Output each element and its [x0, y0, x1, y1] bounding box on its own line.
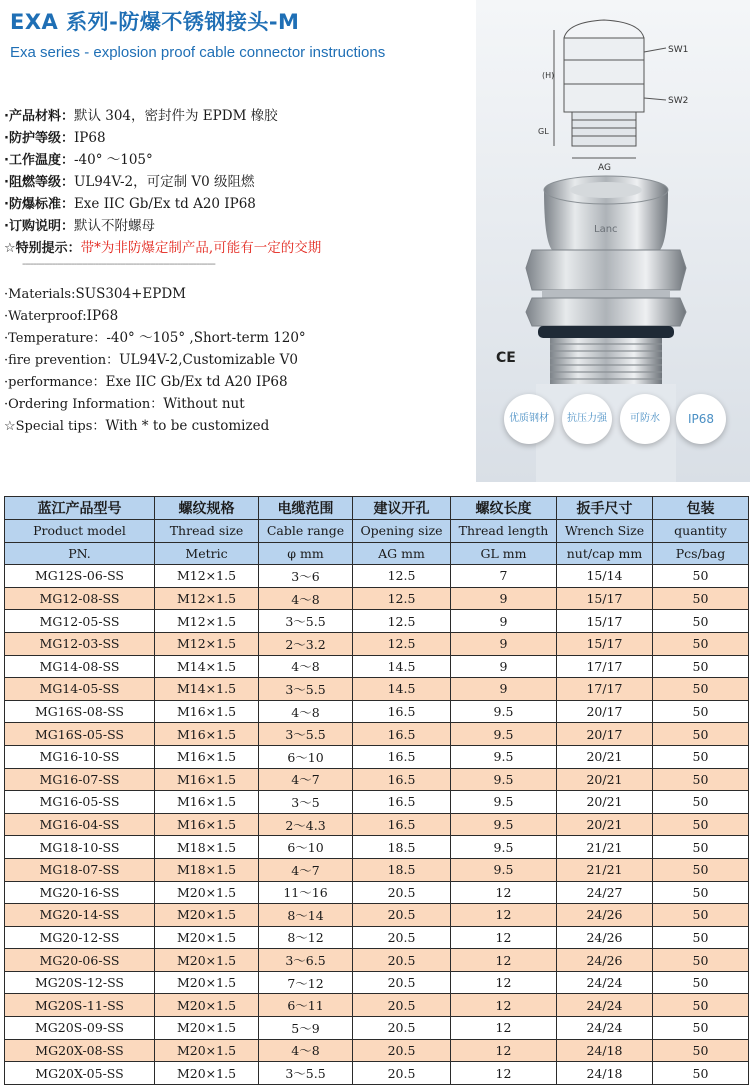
- table-cell: 14.5: [353, 678, 451, 701]
- table-cell: MG20X-05-SS: [5, 1062, 155, 1085]
- table-cell: 20.5: [353, 881, 451, 904]
- table-cell: MG20S-09-SS: [5, 1017, 155, 1040]
- table-cell: 12: [451, 1017, 557, 1040]
- spec-label: ☆Special tips：: [4, 419, 106, 434]
- table-cell: 24/24: [557, 971, 653, 994]
- table-cell: 2～4.3: [259, 813, 353, 836]
- table-cell: 24/26: [557, 904, 653, 927]
- table-cell: 12: [451, 904, 557, 927]
- table-cell: 6～10: [259, 745, 353, 768]
- table-cell: 12.5: [353, 610, 451, 633]
- table-row: [5, 836, 749, 859]
- table-cell: 20.5: [353, 926, 451, 949]
- table-cell: M20×1.5: [155, 994, 259, 1017]
- table-cell: 50: [653, 949, 749, 972]
- table-row: [5, 587, 749, 610]
- table-cell: 50: [653, 791, 749, 814]
- table-cell: 6～11: [259, 994, 353, 1017]
- table-cell: 3～5.5: [259, 723, 353, 746]
- spec-value: UL94V-2,Customizable V0: [119, 352, 298, 368]
- table-cell: 50: [653, 610, 749, 633]
- table-cell: 20/17: [557, 700, 653, 723]
- table-cell: M14×1.5: [155, 678, 259, 701]
- column-header-unit: nut/cap mm: [557, 542, 653, 565]
- table-cell: MG14-08-SS: [5, 655, 155, 678]
- table-cell: 9.5: [451, 836, 557, 859]
- spec-value: IP68: [86, 308, 119, 324]
- table-cell: 20.5: [353, 971, 451, 994]
- spec-row: [4, 393, 474, 415]
- table-cell: 50: [653, 632, 749, 655]
- spec-value: Exe IIC Gb/Ex td A20 IP68: [73, 196, 256, 212]
- table-cell: 11～16: [259, 881, 353, 904]
- table-cell: 4～8: [259, 700, 353, 723]
- table-row: [5, 745, 749, 768]
- table-cell: 9.5: [451, 745, 557, 768]
- table-cell: 50: [653, 723, 749, 746]
- table-cell: 4～8: [259, 587, 353, 610]
- spec-row: [4, 371, 474, 393]
- table-cell: 12: [451, 1039, 557, 1062]
- table-cell: 20/21: [557, 768, 653, 791]
- table-cell: 5～9: [259, 1017, 353, 1040]
- table-cell: MG20X-08-SS: [5, 1039, 155, 1062]
- table-cell: 16.5: [353, 768, 451, 791]
- table-row: [5, 813, 749, 836]
- table-cell: MG20S-12-SS: [5, 971, 155, 994]
- table-cell: M20×1.5: [155, 1017, 259, 1040]
- table-cell: 20.5: [353, 949, 451, 972]
- table-cell: MG12-03-SS: [5, 632, 155, 655]
- spec-label: ·工作温度：: [4, 153, 74, 168]
- table-row: [5, 632, 749, 655]
- table-cell: 50: [653, 858, 749, 881]
- badge-pressure: 抗压力强: [562, 394, 612, 444]
- table-cell: M20×1.5: [155, 971, 259, 994]
- table-cell: 50: [653, 971, 749, 994]
- table-cell: M16×1.5: [155, 745, 259, 768]
- table-cell: 20.5: [353, 1017, 451, 1040]
- brand-engraving: Lanc: [594, 224, 618, 235]
- spec-row: [4, 305, 474, 327]
- column-header-unit: AG mm: [353, 542, 451, 565]
- column-header-en: Cable range: [259, 520, 353, 543]
- spec-row: [4, 149, 474, 171]
- table-cell: 9.5: [451, 700, 557, 723]
- table-cell: MG20-12-SS: [5, 926, 155, 949]
- table-cell: 4～8: [259, 1039, 353, 1062]
- ce-mark: CE: [496, 350, 516, 366]
- column-header-en: Thread length: [451, 520, 557, 543]
- table-cell: 8～14: [259, 904, 353, 927]
- table-cell: 15/17: [557, 632, 653, 655]
- table-cell: 50: [653, 1062, 749, 1085]
- table-cell: M12×1.5: [155, 587, 259, 610]
- table-cell: M20×1.5: [155, 926, 259, 949]
- spec-row: [4, 105, 474, 127]
- column-header-en: Wrench Size: [557, 520, 653, 543]
- table-cell: 24/18: [557, 1062, 653, 1085]
- table-cell: MG12-08-SS: [5, 587, 155, 610]
- table-cell: 50: [653, 587, 749, 610]
- table-cell: 9.5: [451, 723, 557, 746]
- table-cell: 20.5: [353, 1062, 451, 1085]
- table-cell: M14×1.5: [155, 655, 259, 678]
- table-cell: 9.5: [451, 858, 557, 881]
- table-header-units: [5, 542, 749, 565]
- table-cell: 3～6.5: [259, 949, 353, 972]
- spec-label: ·performance：: [4, 375, 106, 390]
- table-cell: 16.5: [353, 813, 451, 836]
- table-cell: MG16-04-SS: [5, 813, 155, 836]
- table-cell: MG14-05-SS: [5, 678, 155, 701]
- spec-label: ·防爆标准：: [4, 197, 74, 212]
- spec-row: [4, 349, 474, 371]
- table-cell: M12×1.5: [155, 632, 259, 655]
- table-cell: 12: [451, 881, 557, 904]
- spec-row: [4, 283, 474, 305]
- table-cell: 4～7: [259, 768, 353, 791]
- table-cell: 15/17: [557, 610, 653, 633]
- spec-label: ·Ordering Information：: [4, 397, 164, 412]
- table-cell: MG16-07-SS: [5, 768, 155, 791]
- table-cell: M16×1.5: [155, 813, 259, 836]
- product-spec-table: [4, 496, 749, 1085]
- table-cell: 12: [451, 971, 557, 994]
- table-cell: 9.5: [451, 768, 557, 791]
- table-cell: 12.5: [353, 632, 451, 655]
- table-cell: MG18-07-SS: [5, 858, 155, 881]
- table-cell: M20×1.5: [155, 949, 259, 972]
- table-cell: 50: [653, 565, 749, 588]
- table-cell: 18.5: [353, 836, 451, 859]
- table-cell: 50: [653, 813, 749, 836]
- table-cell: 20/21: [557, 745, 653, 768]
- table-cell: M18×1.5: [155, 858, 259, 881]
- badge-quality-steel: 优质钢材: [504, 394, 554, 444]
- table-cell: 50: [653, 881, 749, 904]
- table-cell: M16×1.5: [155, 768, 259, 791]
- spec-value: 带*为非防爆定制产品,可能有一定的交期: [80, 240, 322, 256]
- table-cell: 50: [653, 904, 749, 927]
- table-cell: 50: [653, 768, 749, 791]
- table-cell: 8～12: [259, 926, 353, 949]
- spec-value: 默认不附螺母: [73, 218, 155, 234]
- page-title: EXA 系列-防爆不锈钢接头-M: [10, 10, 300, 34]
- spec-value: UL94V-2，可定制 V0 级阻燃: [73, 174, 255, 190]
- table-cell: 50: [653, 1017, 749, 1040]
- table-cell: 9: [451, 610, 557, 633]
- spec-value: IP68: [73, 130, 106, 146]
- table-cell: 9.5: [451, 813, 557, 836]
- column-header-en: Thread size: [155, 520, 259, 543]
- table-cell: 16.5: [353, 700, 451, 723]
- table-cell: 24/26: [557, 926, 653, 949]
- table-row: [5, 768, 749, 791]
- table-cell: 20.5: [353, 994, 451, 1017]
- spec-label: ·Temperature：: [4, 331, 107, 346]
- table-cell: 20.5: [353, 1039, 451, 1062]
- table-row: [5, 565, 749, 588]
- table-cell: 24/18: [557, 1039, 653, 1062]
- table-cell: 12: [451, 994, 557, 1017]
- spec-value: With * to be customized: [105, 418, 270, 434]
- divider: -----------------------------------------------------------------------: [22, 259, 215, 270]
- spec-row: [4, 127, 474, 149]
- table-row: [5, 971, 749, 994]
- table-cell: MG20-06-SS: [5, 949, 155, 972]
- table-cell: 50: [653, 1039, 749, 1062]
- table-cell: 50: [653, 926, 749, 949]
- table-cell: 16.5: [353, 723, 451, 746]
- table-cell: MG20S-11-SS: [5, 994, 155, 1017]
- table-cell: M16×1.5: [155, 700, 259, 723]
- spec-label: ·阻燃等级：: [4, 175, 74, 190]
- table-cell: 14.5: [353, 655, 451, 678]
- spec-list-cn: [4, 105, 474, 237]
- table-cell: 20/21: [557, 791, 653, 814]
- spec-label: ·fire prevention：: [4, 353, 120, 368]
- table-cell: MG16-10-SS: [5, 745, 155, 768]
- column-header-cn: 螺纹规格: [155, 497, 259, 520]
- badge-ip68: IP68: [676, 394, 726, 444]
- table-cell: 9: [451, 632, 557, 655]
- badge-waterproof: 可防水: [620, 394, 670, 444]
- spec-row: [4, 327, 474, 349]
- table-cell: 3～5.5: [259, 1062, 353, 1085]
- table-row: [5, 1062, 749, 1085]
- table-row: [5, 994, 749, 1017]
- table-cell: 4～7: [259, 858, 353, 881]
- spec-row: [4, 215, 474, 237]
- spec-label: ·Materials:: [4, 287, 76, 302]
- spec-value: Without nut: [163, 396, 245, 412]
- spec-value: Exe IIC Gb/Ex td A20 IP68: [105, 374, 288, 390]
- column-header-cn: 包装: [653, 497, 749, 520]
- table-row: [5, 678, 749, 701]
- table-cell: 6～10: [259, 836, 353, 859]
- table-row: [5, 926, 749, 949]
- spec-value: SUS304+EPDM: [75, 286, 186, 302]
- table-cell: 50: [653, 655, 749, 678]
- spec-label: ·防护等级：: [4, 131, 74, 146]
- column-header-en: Opening size: [353, 520, 451, 543]
- table-cell: 12.5: [353, 565, 451, 588]
- sw1-label: SW1: [668, 45, 689, 55]
- table-cell: 3～6: [259, 565, 353, 588]
- table-cell: 3～5: [259, 791, 353, 814]
- table-cell: 50: [653, 745, 749, 768]
- column-header-unit: φ mm: [259, 542, 353, 565]
- table-cell: 24/24: [557, 994, 653, 1017]
- table-cell: 12.5: [353, 587, 451, 610]
- table-cell: 20/21: [557, 813, 653, 836]
- table-cell: M18×1.5: [155, 836, 259, 859]
- special-tip-en: [4, 415, 474, 437]
- table-cell: 24/24: [557, 1017, 653, 1040]
- spec-value: -40° ～105° ,Short-term 120°: [106, 330, 306, 346]
- gl-label: GL: [538, 127, 549, 136]
- table-row: [5, 655, 749, 678]
- table-cell: 50: [653, 700, 749, 723]
- table-cell: MG18-10-SS: [5, 836, 155, 859]
- spec-row: [4, 171, 474, 193]
- spec-value: -40° ～105°: [73, 152, 153, 168]
- table-row: [5, 700, 749, 723]
- page-subtitle: Exa series - explosion proof cable connector instructions: [10, 44, 386, 61]
- column-header-en: quantity: [653, 520, 749, 543]
- spec-value: 默认 304，密封件为 EPDM 橡胶: [73, 108, 278, 124]
- table-cell: MG20-16-SS: [5, 881, 155, 904]
- table-cell: 50: [653, 678, 749, 701]
- table-cell: 9: [451, 678, 557, 701]
- table-row: [5, 723, 749, 746]
- table-cell: 16.5: [353, 791, 451, 814]
- sw2-label: SW2: [668, 96, 689, 106]
- special-tip-cn: [4, 237, 474, 259]
- table-cell: M16×1.5: [155, 723, 259, 746]
- column-header-unit: Metric: [155, 542, 259, 565]
- spec-row: [4, 193, 474, 215]
- table-header-cn: [5, 497, 749, 520]
- table-row: [5, 949, 749, 972]
- table-cell: 20.5: [353, 904, 451, 927]
- column-header-unit: GL mm: [451, 542, 557, 565]
- table-cell: 12: [451, 949, 557, 972]
- table-cell: 20/17: [557, 723, 653, 746]
- table-cell: 16.5: [353, 745, 451, 768]
- table-cell: 9: [451, 587, 557, 610]
- table-cell: 24/26: [557, 949, 653, 972]
- table-cell: 2～3.2: [259, 632, 353, 655]
- table-cell: 15/17: [557, 587, 653, 610]
- table-row: [5, 1039, 749, 1062]
- table-row: [5, 858, 749, 881]
- table-cell: 9: [451, 655, 557, 678]
- table-cell: MG12S-06-SS: [5, 565, 155, 588]
- spec-label: ·Waterproof:: [4, 309, 87, 324]
- table-row: [5, 1017, 749, 1040]
- table-cell: 9.5: [451, 791, 557, 814]
- table-cell: 17/17: [557, 678, 653, 701]
- table-cell: 7～12: [259, 971, 353, 994]
- spec-list: [4, 105, 474, 437]
- table-cell: M12×1.5: [155, 610, 259, 633]
- spec-label: ☆特别提示：: [4, 241, 81, 256]
- table-row: [5, 610, 749, 633]
- table-header-en: [5, 520, 749, 543]
- table-cell: 3～5.5: [259, 678, 353, 701]
- column-header-en: Product model: [5, 520, 155, 543]
- table-cell: MG16S-08-SS: [5, 700, 155, 723]
- table-cell: MG16-05-SS: [5, 791, 155, 814]
- table-cell: M20×1.5: [155, 1062, 259, 1085]
- table-cell: 12: [451, 1062, 557, 1085]
- table-cell: MG16S-05-SS: [5, 723, 155, 746]
- table-cell: 12: [451, 926, 557, 949]
- spec-list-en: [4, 283, 474, 415]
- table-cell: 3～5.5: [259, 610, 353, 633]
- table-row: [5, 904, 749, 927]
- table-cell: 17/17: [557, 655, 653, 678]
- table-cell: M20×1.5: [155, 904, 259, 927]
- spec-label: ·订购说明：: [4, 219, 74, 234]
- table-cell: M12×1.5: [155, 565, 259, 588]
- table-cell: 21/21: [557, 836, 653, 859]
- table-cell: 50: [653, 994, 749, 1017]
- spec-label: ·产品材料：: [4, 109, 74, 124]
- product-photo-panel: [476, 0, 750, 482]
- ag-label: AG: [598, 163, 611, 173]
- table-cell: 18.5: [353, 858, 451, 881]
- table-body: [5, 565, 749, 1085]
- column-header-cn: 建议开孔: [353, 497, 451, 520]
- table-cell: MG12-05-SS: [5, 610, 155, 633]
- table-cell: M20×1.5: [155, 881, 259, 904]
- table-row: [5, 791, 749, 814]
- table-cell: 50: [653, 836, 749, 859]
- table-cell: 21/21: [557, 858, 653, 881]
- table-cell: MG20-14-SS: [5, 904, 155, 927]
- column-header-cn: 扳手尺寸: [557, 497, 653, 520]
- table-cell: M20×1.5: [155, 1039, 259, 1062]
- column-header-unit: Pcs/bag: [653, 542, 749, 565]
- table-cell: 15/14: [557, 565, 653, 588]
- h-label: (H): [542, 71, 555, 80]
- column-header-unit: PN.: [5, 542, 155, 565]
- column-header-cn: 电缆范围: [259, 497, 353, 520]
- table-cell: M16×1.5: [155, 791, 259, 814]
- table-cell: 7: [451, 565, 557, 588]
- table-row: [5, 881, 749, 904]
- table-cell: 4～8: [259, 655, 353, 678]
- table-cell: 24/27: [557, 881, 653, 904]
- column-header-cn: 螺纹长度: [451, 497, 557, 520]
- column-header-cn: 蓝江产品型号: [5, 497, 155, 520]
